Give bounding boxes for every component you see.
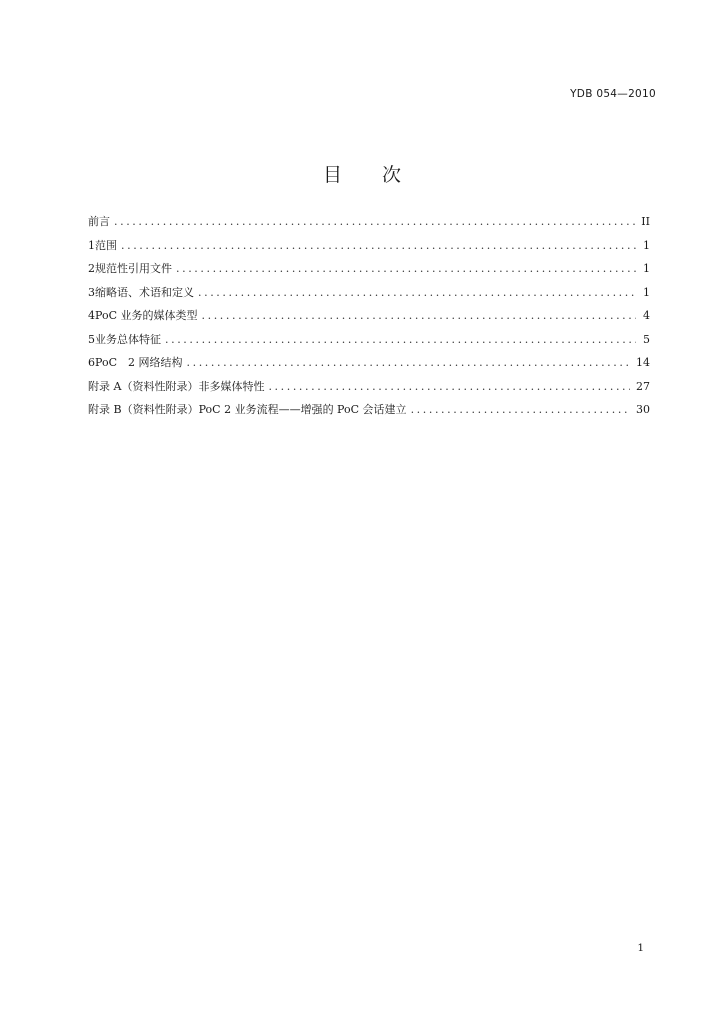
toc-leader-dots [176,262,636,275]
toc-leader-dots [114,215,635,228]
toc-leader-dots [268,380,630,393]
toc-entry-number: 1 [88,238,95,252]
toc-entry-number: 3 [88,285,95,299]
toc-entry-number: 4 [88,309,95,322]
toc-entry-page: 27 [636,379,650,393]
toc-entry-label: 附录 A（资料性附录）非多媒体特性 [88,379,265,393]
toc-entry-abbreviations[interactable] [88,284,650,308]
toc-entry-number: 2 [88,262,95,275]
toc-entry-number: 5 [88,332,95,346]
document-code: YDB 054—2010 [570,88,656,100]
toc-entry-label: 前言 [88,215,110,228]
toc-entry-page: 14 [636,356,650,369]
toc-entry-page: 1 [643,262,650,275]
toc-entry-scope[interactable] [88,237,650,261]
toc-leader-dots [198,286,636,299]
toc-entry-annex-b[interactable] [88,401,650,425]
toc-leader-dots [411,403,630,416]
toc-title-char-1: 目 [322,164,342,186]
toc-entry-page: 30 [636,403,650,416]
toc-entry-page: 1 [643,238,650,252]
toc-entry-normative-references[interactable] [88,260,650,284]
toc-entry-page: II [641,215,650,228]
toc-entry-media-types[interactable] [88,307,650,331]
toc-entry-network-architecture[interactable] [88,354,650,378]
toc-entry-page: 1 [643,285,650,299]
toc-entry-label: 规范性引用文件 [95,262,172,275]
toc-leader-dots [121,239,636,252]
toc-entry-label: 缩略语、术语和定义 [95,285,194,299]
toc-entry-general-features[interactable] [88,331,650,355]
toc-entry-foreword[interactable] [88,213,650,237]
toc-entry-label: 业务总体特征 [95,332,161,346]
toc-entry-page: 5 [643,332,650,346]
toc-entry-page: 4 [643,309,650,322]
toc-leader-dots [187,356,631,369]
toc-title [0,160,724,187]
toc-entry-label: 附录 B（资料性附录）PoC 2 业务流程——增强的 PoC 会话建立 [88,403,407,416]
toc-entry-label: PoC 业务的媒体类型 [95,309,198,322]
toc-entry-label: PoC 2 网络结构 [95,356,183,369]
toc-entry-annex-a[interactable] [88,378,650,402]
page-number: 1 [637,942,644,954]
toc-leader-dots [165,333,636,346]
toc-list [88,213,650,425]
toc-title-char-2: 次 [382,164,402,186]
toc-entry-number: 6 [88,356,95,369]
toc-leader-dots [202,309,637,322]
toc-entry-label: 范围 [95,238,117,252]
